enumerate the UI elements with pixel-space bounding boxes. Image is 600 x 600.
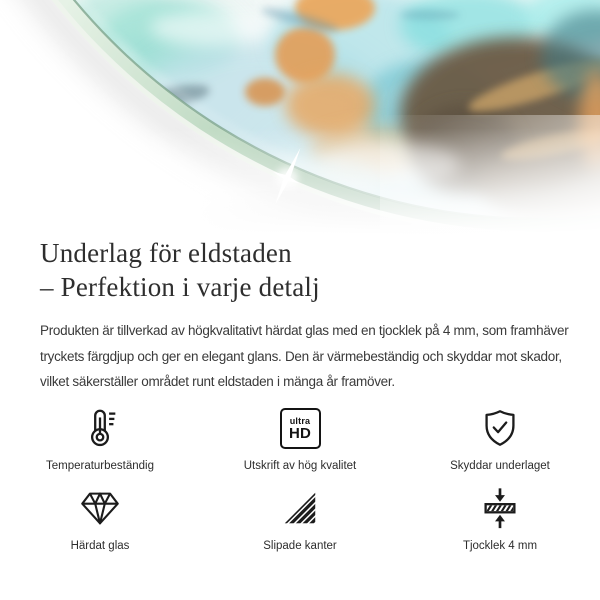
photo-fade-corner: [380, 115, 600, 235]
feature-thickness: [400, 485, 600, 552]
ultra-hd-icon-text-bottom: HD: [288, 424, 312, 442]
feature-label: Temperaturbeständig: [45, 460, 155, 472]
thickness-4mm-icon: [477, 485, 523, 531]
feature-label: Skyddar underlaget: [450, 460, 550, 472]
description-line: tryckets färgdjup och ger en elegant glans. Den är värmebeständig och skyddar mot skador,: [40, 348, 562, 364]
product-hero-image: [0, 0, 600, 235]
feature-label: Slipade kanter: [263, 540, 337, 552]
feature-tempered-glass: [0, 485, 200, 552]
feature-label: Härdat glas: [70, 540, 130, 552]
shield-check-icon: [477, 405, 523, 451]
description-line: Produkten är tillverkad av högkvalitativt härdat glas med en tjocklek på 4 mm, som framhäver: [40, 323, 569, 338]
ultra-hd-icon-text-top: ultra: [289, 415, 311, 426]
page-title-line1: Underlag för eldstaden: [40, 238, 292, 268]
feature-protects-floor: [400, 405, 600, 472]
page-title: [40, 236, 560, 304]
feature-label: Tjocklek 4 mm: [462, 540, 538, 552]
diamond-icon: [77, 485, 123, 531]
ultra-hd-icon: [280, 405, 321, 451]
product-text-block: [0, 232, 600, 395]
polished-edges-icon: [277, 485, 323, 531]
description-line: vilket säkerställer området runt eldstaden i mänga år framöver.: [40, 374, 395, 389]
feature-label: Utskrift av hög kvalitet: [243, 460, 357, 472]
glass-disc-illustration: [0, 0, 600, 235]
feature-temperature: [0, 405, 200, 472]
feature-print-quality: [200, 405, 400, 472]
page-title-line2: – Perfektion i varje detalj: [40, 272, 320, 302]
product-description: [40, 318, 569, 395]
feature-polished-edges: [200, 485, 400, 552]
thermometer-icon: [77, 405, 123, 451]
features-grid: [0, 405, 600, 552]
